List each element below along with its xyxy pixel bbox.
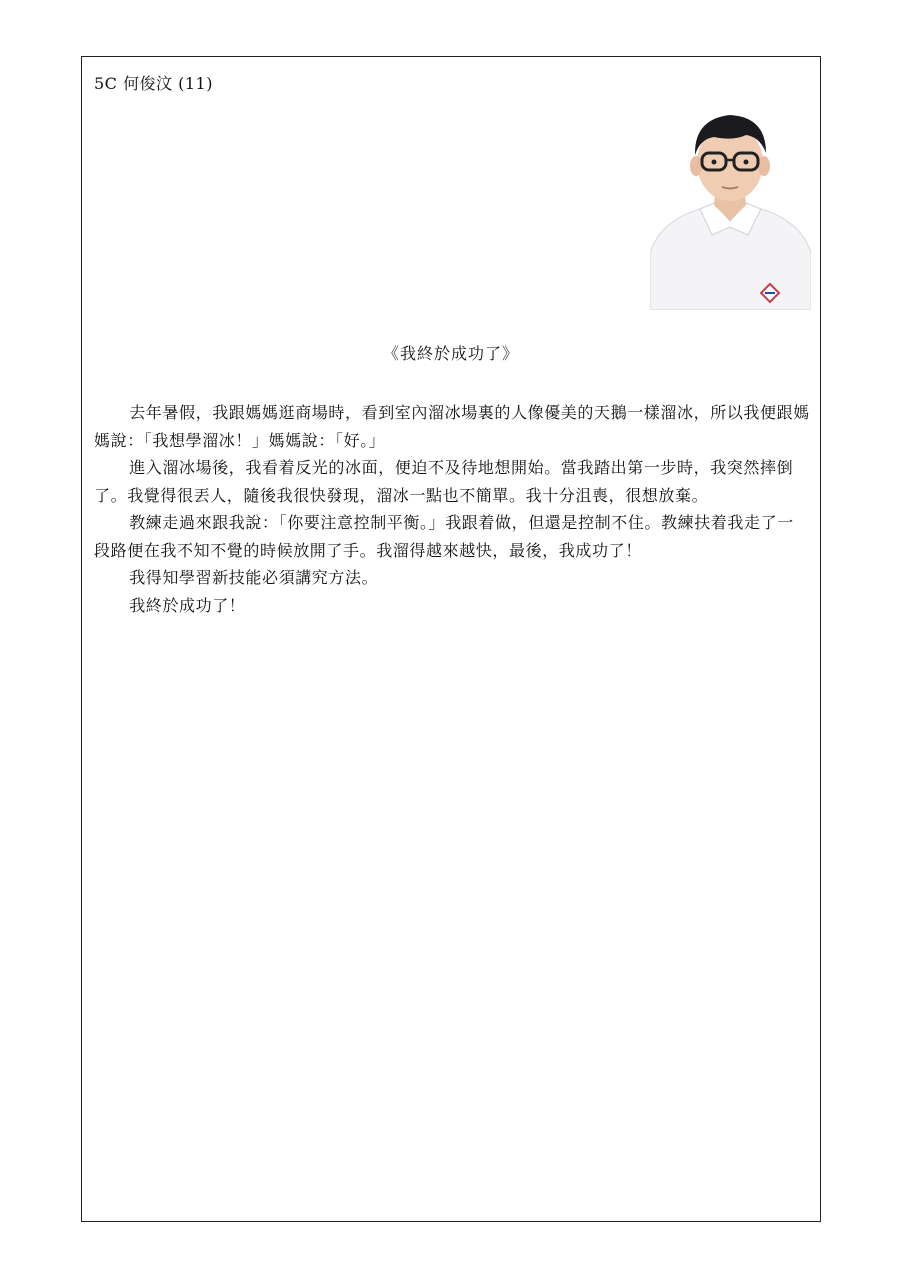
essay-title: 《我終於成功了》 [382, 344, 519, 363]
page-frame [81, 56, 821, 1222]
student-portrait-icon [650, 103, 811, 310]
essay-paragraph: 教練走過來跟我說：「你要注意控制平衡。」我跟着做，但還是控制不住。教練扶着我走了一段路便在我不知不覺的時候放開了手。我溜得越來越快，最後，我成功了！ [94, 513, 794, 560]
essay-body [94, 399, 810, 619]
essay-paragraph: 我終於成功了！ [129, 595, 246, 615]
student-photo [650, 103, 811, 310]
essay-paragraph: 進入溜冰場後，我看着反光的冰面，便迫不及待地想開始。當我踏出第一步時，我突然摔倒了。我覺得很丟人，隨後我很快發現，溜冰一點也不簡單。我十分沮喪，很想放棄。 [94, 458, 794, 505]
student-name-label: 5C 何俊汶 (11) [94, 74, 213, 93]
essay-paragraph: 去年暑假，我跟媽媽逛商場時，看到室內溜冰場裏的人像優美的天鵝一樣溜冰，所以我便跟媽媽說：「我想學溜冰！」媽媽說：「好。」 [94, 403, 810, 450]
essay-paragraph: 我得知學習新技能必須講究方法。 [129, 568, 379, 587]
